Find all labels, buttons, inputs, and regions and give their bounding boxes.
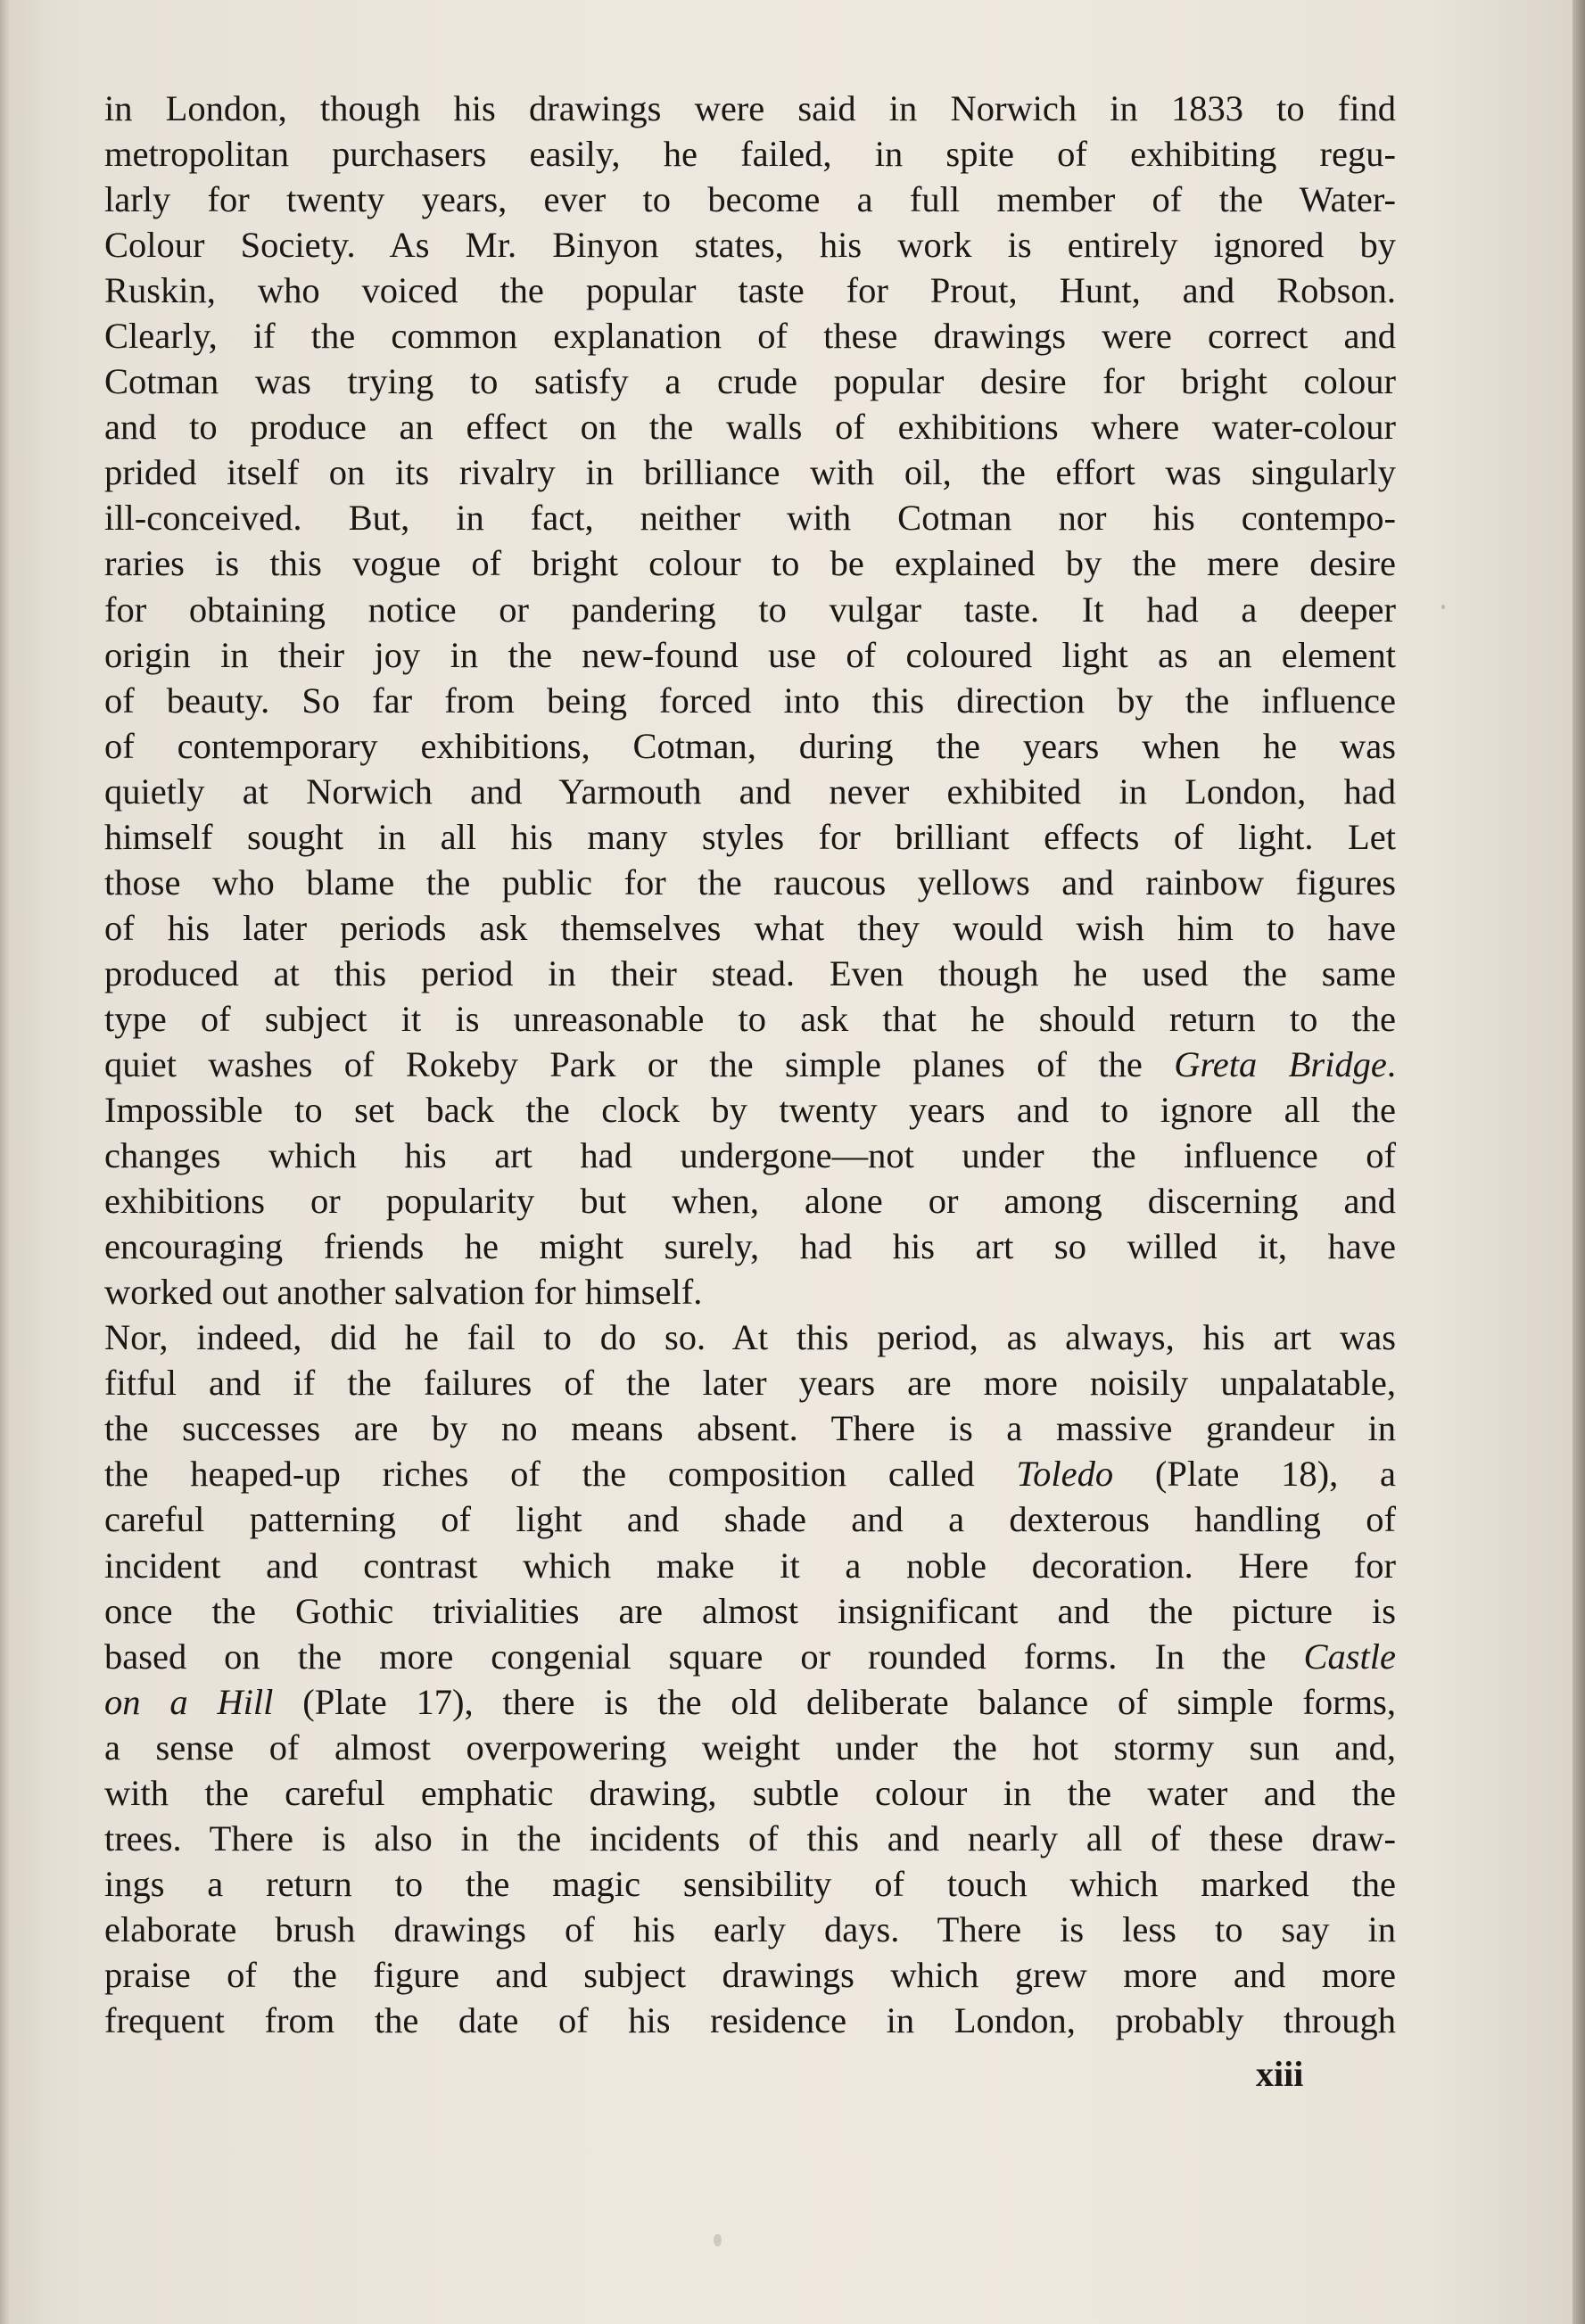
text-run: encouraging friends he might surely, had his art so willed it, have — [104, 1226, 1396, 1267]
text-line — [104, 1679, 1396, 1725]
text-run: frequent from the date of his residence in London, probably through — [104, 1999, 1396, 2040]
italic-title: Toledo — [1016, 1454, 1114, 1495]
text-run: with the careful emphatic drawing, subtle colour in the water and the — [104, 1772, 1396, 1813]
text-run: praise of the figure and subject drawings which grew more and more — [104, 1954, 1396, 1995]
text-run: the successes are by no means absent. There is a massive grandeur in — [104, 1408, 1396, 1449]
body-text — [104, 86, 1396, 2043]
page-number: xiii — [1256, 2054, 1304, 2094]
text-run: Impossible to set back the clock by twenty years and to ignore all the — [104, 1090, 1396, 1131]
text-run: of his later periods ask themselves what they would wish him to have — [104, 907, 1396, 948]
text-line — [104, 1952, 1396, 1998]
text-run: based on the more congenial square or rounded forms. In the — [104, 1636, 1304, 1677]
text-run: careful patterning of light and shade and a dexterous handling of — [104, 1499, 1396, 1540]
text-line — [104, 404, 1396, 449]
text-run: Clearly, if the common explanation of these drawings were correct and — [104, 316, 1396, 357]
text-run: (Plate 17), there is the old deliberate balance of simple forms, — [273, 1681, 1396, 1722]
text-run: quietly at Norwich and Yarmouth and never exhibited in London, had — [104, 771, 1396, 812]
text-run: produced at this period in their stead. Even though he used the same — [104, 952, 1396, 993]
text-run: of contemporary exhibitions, Cotman, during the years when he was — [104, 725, 1396, 766]
text-line — [104, 1451, 1396, 1496]
italic-title: Greta Bridge — [1174, 1043, 1387, 1084]
text-line — [104, 222, 1396, 268]
text-line — [104, 1816, 1396, 1861]
text-run: Colour Society. As Mr. Binyon states, his work is entirely ignored by — [104, 225, 1396, 266]
text-line — [104, 1725, 1396, 1770]
text-run: a sense of almost overpowering weight under the hot stormy sun and, — [104, 1727, 1396, 1768]
text-line — [104, 1496, 1396, 1542]
text-line — [104, 86, 1396, 131]
text-run: prided itself on its rivalry in brilliance with oil, the effort was singularly — [104, 452, 1396, 493]
text-line — [104, 1178, 1396, 1224]
paper-speck — [714, 2234, 722, 2246]
text-line — [104, 131, 1396, 177]
text-run: Cotman was trying to satisfy a crude popular desire for bright colour — [104, 361, 1396, 402]
text-line — [104, 678, 1396, 723]
text-line — [104, 951, 1396, 996]
text-run: larly for twenty years, ever to become a full member of the Water- — [104, 179, 1396, 220]
text-run: those who blame the public for the raucous yellows and rainbow figures — [104, 861, 1396, 902]
text-run: himself sought in all his many styles for brilliant effects of light. Let — [104, 816, 1396, 857]
text-line — [104, 587, 1396, 632]
paper-speck — [1441, 605, 1445, 609]
text-run: once the Gothic trivialities are almost insignificant and the picture is — [104, 1590, 1396, 1631]
text-line — [104, 632, 1396, 678]
text-line — [104, 1907, 1396, 1952]
text-run: Ruskin, who voiced the popular taste for Prout, Hunt, and Robson. — [104, 270, 1396, 311]
text-run: and to produce an effect on the walls of exhibitions where water-colour — [104, 407, 1396, 448]
text-line — [104, 540, 1396, 586]
text-run: fitful and if the failures of the later years are more noisily unpalatable, — [104, 1363, 1396, 1404]
text-run: of beauty. So far from being forced into this direction by the influence — [104, 680, 1396, 721]
text-line — [104, 1998, 1396, 2043]
text-run: incident and contrast which make it a noble decoration. Here for — [104, 1545, 1396, 1586]
text-line — [104, 1224, 1396, 1269]
text-line — [104, 358, 1396, 404]
text-line — [104, 1770, 1396, 1816]
text-line — [104, 449, 1396, 495]
text-run: origin in their joy in the new-found use of coloured light as an element — [104, 634, 1396, 675]
text-run: changes which his art had undergone—not under the influence of — [104, 1135, 1396, 1176]
text-line — [104, 1042, 1396, 1087]
text-run: . — [1386, 1043, 1396, 1084]
text-run: elaborate brush drawings of his early days. There is less to say in — [104, 1908, 1396, 1949]
text-line — [104, 769, 1396, 814]
italic-title: Castle — [1303, 1636, 1396, 1677]
text-run: the heaped-up riches of the composition called — [104, 1454, 1017, 1495]
page-right-edge — [1573, 0, 1585, 2324]
text-run: in London, though his drawings were said in Norwich in 1833 to find — [104, 88, 1396, 128]
text-run: (Plate 18), a — [1113, 1454, 1396, 1495]
text-line — [104, 1634, 1396, 1679]
text-run: for obtaining notice or pandering to vulgar taste. It had a deeper — [104, 589, 1396, 630]
text-run: raries is this vogue of bright colour to be explained by the mere desire — [104, 543, 1396, 584]
text-line — [104, 905, 1396, 951]
text-line — [104, 177, 1396, 222]
text-line — [104, 1405, 1396, 1451]
text-line — [104, 1588, 1396, 1634]
text-run: ings a return to the magic sensibility of touch which marked the — [104, 1863, 1396, 1904]
text-line — [104, 1133, 1396, 1178]
text-run: type of subject it is unreasonable to ask that he should return to the — [104, 998, 1396, 1039]
text-run: ill-conceived. But, in fact, neither with Cotman nor his contempo- — [104, 498, 1396, 539]
text-line — [104, 860, 1396, 905]
text-line — [104, 495, 1396, 540]
text-run: quiet washes of Rokeby Park or the simple planes of the — [104, 1043, 1175, 1084]
text-line — [104, 1314, 1396, 1360]
text-line — [104, 1861, 1396, 1907]
text-line — [104, 268, 1396, 313]
text-run: trees. There is also in the incidents of this and nearly all of these draw- — [104, 1817, 1396, 1858]
text-line — [104, 1360, 1396, 1405]
text-line — [104, 313, 1396, 358]
text-line — [104, 996, 1396, 1042]
text-line — [104, 814, 1396, 860]
text-run: metropolitan purchasers easily, he failed, in spite of exhibiting regu- — [104, 134, 1396, 175]
text-run: worked out another salvation for himself. — [104, 1272, 703, 1313]
text-line — [104, 1269, 1396, 1314]
italic-title: on a Hill — [104, 1681, 274, 1722]
text-run: exhibitions or popularity but when, alone or among discerning and — [104, 1181, 1396, 1222]
text-line — [104, 1087, 1396, 1133]
text-run: Nor, indeed, did he fail to do so. At this period, as always, his art was — [104, 1317, 1396, 1358]
text-line — [104, 1543, 1396, 1588]
text-line — [104, 723, 1396, 769]
page-left-edge — [0, 0, 9, 2324]
